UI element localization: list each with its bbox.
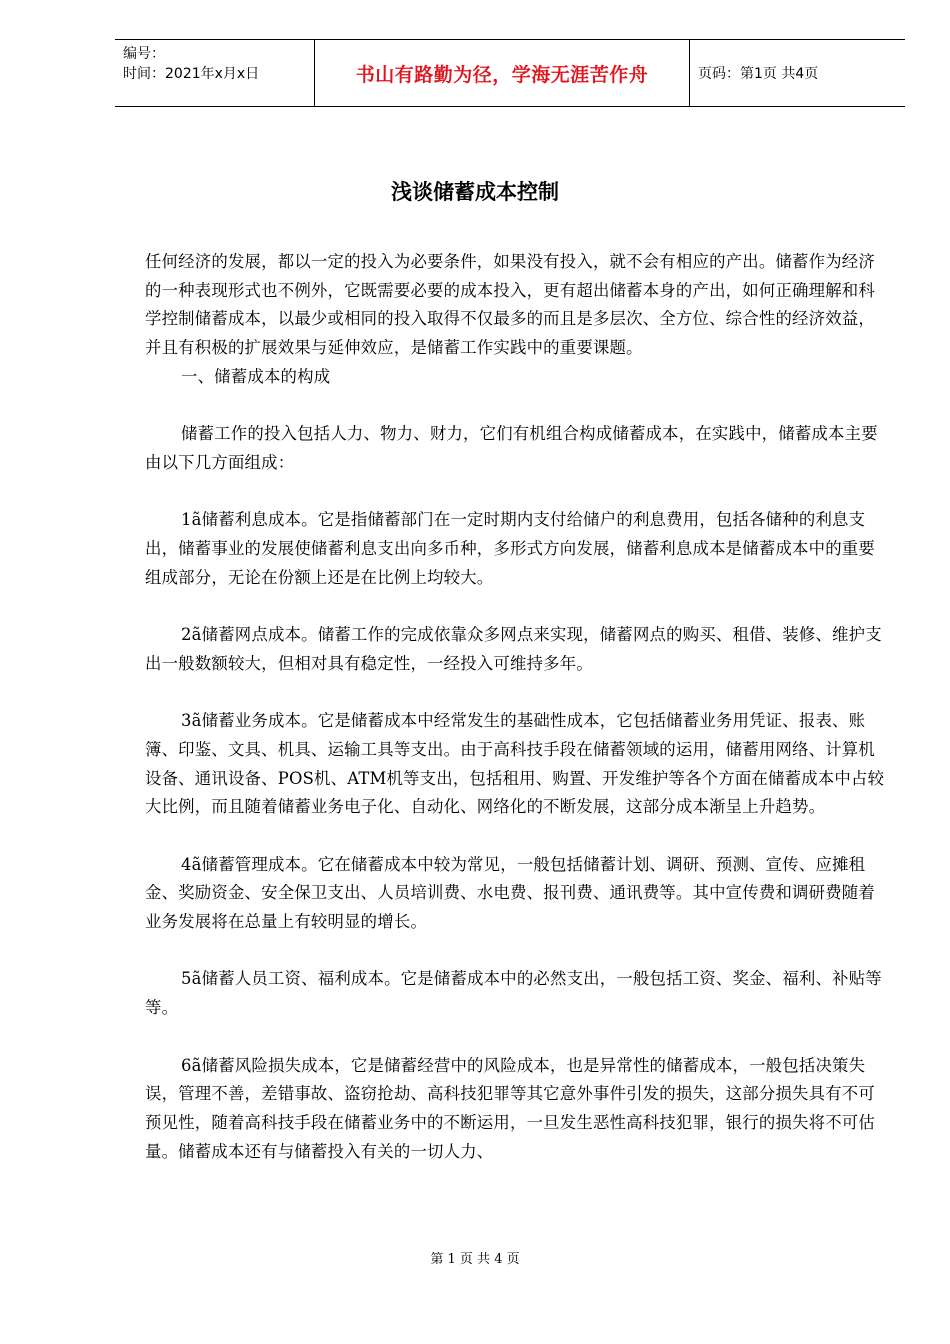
document-header: [115, 39, 905, 107]
paragraph-item-1: 1ã储蓄利息成本。它是指储蓄部门在一定时期内支付给储户的利息费用，包括各储种的利息支出，储蓄事业的发展使储蓄利息支出向多币种，多形式方向发展，储蓄利息成本是储蓄成本中的重要组成部分，无论在份额上还是在比例上均较大。: [145, 510, 875, 587]
header-page-info: 页码：第1页 共4页: [698, 66, 819, 82]
paragraph: 储蓄工作的投入包括人力、物力、财力，它们有机组合构成储蓄成本，在实践中，储蓄成本主要由以下几方面组成：: [145, 424, 878, 472]
header-slogan-cell: [315, 40, 690, 106]
time-label: 时间：2021年x月x日: [123, 66, 260, 82]
page-footer: 第 1 页 共 4 页: [430, 1252, 520, 1267]
document-body: [145, 248, 890, 1166]
paragraph-item-6: 6ã储蓄风险损失成本，它是储蓄经营中的风险成本，也是异常性的储蓄成本，一般包括决策失误，管理不善，差错事故、盗窃抢劫、高科技犯罪等其它意外事件引发的损失，这部分损失具有不可预见性，随着高科技手段在储蓄业务中的不断运用，一旦发生恶性高科技犯罪，银行的损失将不可估量。储蓄成本还有与储蓄投入有关的一切人力、: [145, 1055, 875, 1161]
document-title: 浅谈储蓄成本控制: [391, 180, 559, 204]
paragraph-item-4: 4ã储蓄管理成本。它在储蓄成本中较为常见，一般包括储蓄计划、调研、预测、宣传、应摊租金、奖励资金、安全保卫支出、人员培训费、水电费、报刊费、通讯费等。其中宣传费和调研费随着业务发展将在总量上有较明显的增长。: [145, 854, 875, 932]
paragraph-item-5: 5ã储蓄人员工资、福利成本。它是储蓄成本中的必然支出，一般包括工资、奖金、福利、补贴等等。: [145, 969, 882, 1018]
paragraph-item-2: 2ã储蓄网点成本。储蓄工作的完成依靠众多网点来实现，储蓄网点的购买、租借、装修、维护支出一般数额较大，但相对具有稳定性，一经投入可维持多年。: [145, 625, 882, 673]
paragraph-item-3: 3ã储蓄业务成本。它是储蓄成本中经常发生的基础性成本，它包括储蓄业务用凭证、报表、账簿、印鉴、文具、机具、运输工具等支出。由于高科技手段在储蓄领域的运用，储蓄用网络、计算机设备、通讯设备、POS机、ATM机等支出，包括租用、购置、开发维护等各个方面在储蓄成本中占较大比例，而且随着储蓄业务电子化、自动化、网络化的不断发展，这部分成本渐呈上升趋势。: [145, 711, 885, 817]
number-label: 编号：: [123, 46, 165, 62]
section-heading: 一、储蓄成本的构成: [181, 366, 331, 386]
header-meta-cell: [115, 40, 315, 106]
header-page-cell: [690, 40, 905, 106]
paragraph-intro: 任何经济的发展，都以一定的投入为必要条件，如果没有投入，就不会有相应的产出。储蓄作为经济的一种表现形式也不例外，它既需要必要的成本投入，更有超出储蓄本身的产出，如何正确理解和科学控制储蓄成本，以最少或相同的投入取得不仅最多的而且是多层次、全方位、综合性的经济效益，并且有积极的扩展效果与延伸效应，是储蓄工作实践中的重要课题。: [145, 252, 875, 358]
header-slogan: 书山有路勤为径，学海无涯苦作舟: [355, 63, 649, 86]
